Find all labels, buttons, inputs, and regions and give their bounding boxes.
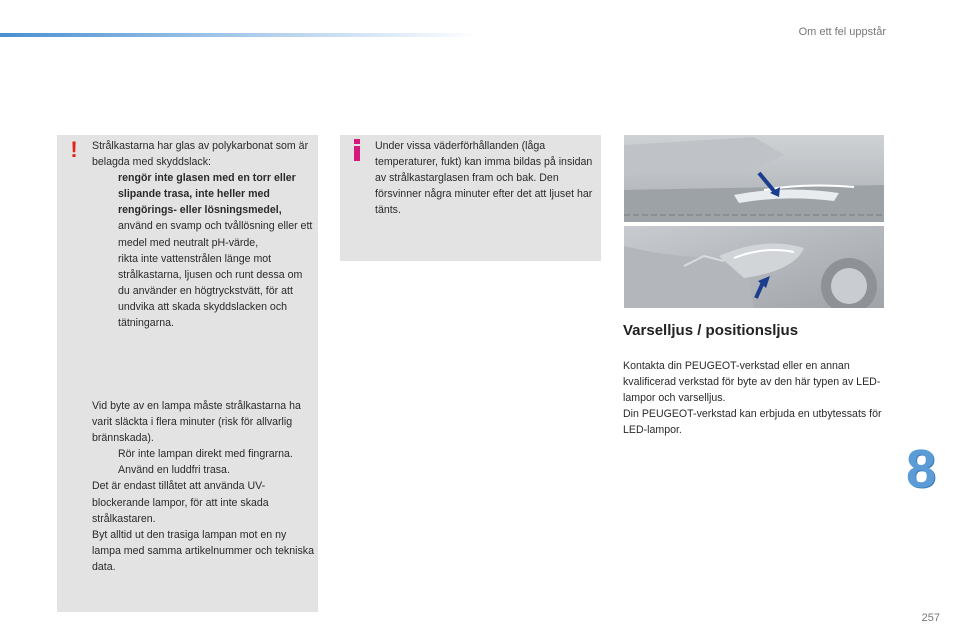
- bullet-text: rengör inte glasen med en torr eller slipande trasa, inte heller med rengörings- eller lösningsmedel,: [118, 172, 296, 217]
- headlight-photo-front: [624, 135, 884, 222]
- uv-lamp-para: Det är endast tillåtet att använda UV-blockerande lampor, för att inte skada strålkastaren.: [92, 480, 269, 525]
- chapter-title: Om ett fel uppstår: [798, 26, 886, 38]
- info-text: Under vissa väderförhållanden (låga temperaturer, fukt) kan imma bildas på insidan av strålkastarglasen fram och bak. Den försvinner några minuter efter det att ljuset har tänts.: [375, 140, 593, 217]
- replace-lamp-para: Byt alltid ut den trasiga lampan mot en ny lampa med samma artikelnummer och tekniska data.: [92, 528, 314, 573]
- warning-text: [92, 138, 314, 331]
- bullet-text: rikta inte vattenstrålen länge mot strålkastarna, ljusen och runt dessa om du använder en högtryckstvätt, för att undvika att skada skyddslacken och tätningarna.: [118, 252, 303, 330]
- section-para: Din PEUGEOT-verkstad kan erbjuda en utbytessats för LED-lampor.: [623, 408, 882, 437]
- headlight-photo-side: [624, 226, 884, 308]
- section-para: Kontakta din PEUGEOT-verkstad eller en annan kvalificerad verkstad för byte av den här typen av LED-lampor och varselljus.: [623, 360, 881, 405]
- lamp-change-para: Vid byte av en lampa måste strålkastarna ha varit släckta i flera minuter (risk för allvarlig brännskada).: [92, 400, 301, 445]
- bullet-text: Rör inte lampan direkt med fingrarna. Använd en luddfri trasa.: [118, 448, 293, 477]
- lamp-change-text: [92, 398, 314, 575]
- exclamation-icon: !: [70, 137, 78, 162]
- info-icon: [351, 139, 363, 161]
- warning-intro: Strålkastarna har glas av polykarbonat som är belagda med skyddslack:: [92, 140, 309, 169]
- warning-bullet: [92, 170, 314, 218]
- warning-bullet: [92, 446, 314, 478]
- page-number: 257: [921, 612, 940, 624]
- section-title: Varselljus / positionsljus: [623, 322, 799, 339]
- bullet-text: använd en svamp och tvållösning eller ett medel med neutralt pH-värde,: [118, 220, 313, 249]
- header-accent-bar: [0, 33, 480, 37]
- section-body: [623, 358, 893, 438]
- warning-bullet: [92, 251, 314, 331]
- chapter-number: 8: [905, 439, 937, 499]
- warning-bullet: [92, 218, 314, 250]
